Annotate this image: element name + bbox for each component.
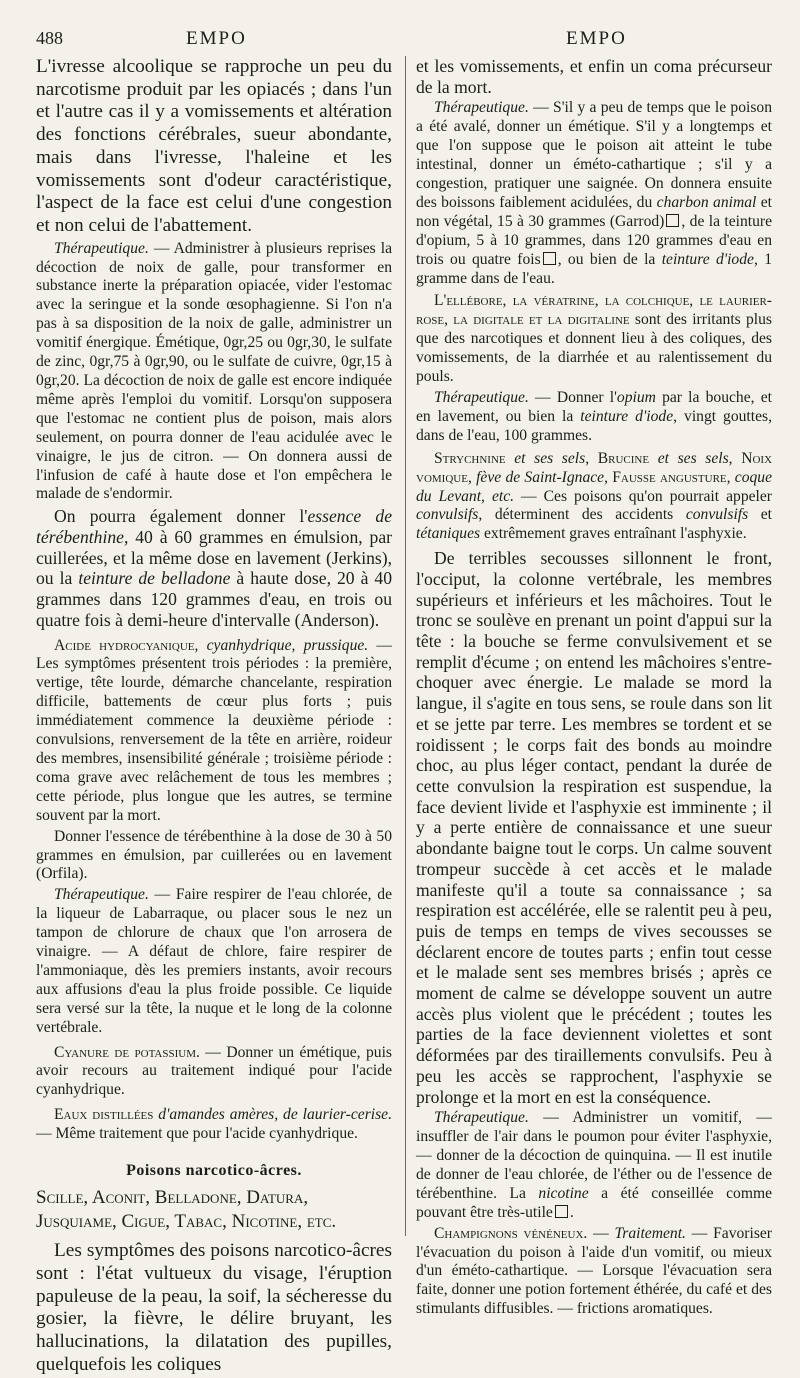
paragraph-eaux-distillees: Eaux distillées d'amandes amères, de laurier-cerise. — Même traitement que pour l'acide cyanhydrique. xyxy=(36,1106,393,1143)
paragraph-orfila: Donner l'essence de térébenthine à la dose de 30 à 50 grammes en émulsion, par cuillerées ou en lavement (Orfila). xyxy=(36,827,392,883)
therapeutique-label: Thérapeutique. xyxy=(434,1109,529,1127)
entry-heading-ellebore: L'ellébore, la vératrine, la colchique, le laurier-rose, la digitale et la digitaline xyxy=(416,292,772,329)
entry-heading-cyanure: Cyanure de potassium. xyxy=(54,1043,200,1061)
therapeutique-label: Thérapeutique. xyxy=(434,389,529,406)
entry-heading-eaux: Eaux distillées xyxy=(54,1106,154,1124)
therapeutique-label: Thérapeutique. xyxy=(434,99,529,117)
paragraph-terebenthine: On pourra également donner l'essence de térébenthine, 40 à 60 grammes en émulsion, par cuillerées, et la même dose en lavement (Jerkins), ou la teinture de belladone à haute dose, 20 à 40 grammes dans 120 grammes d'eau, en trois ou quatre fois à demi-heure d'intervalle (Anderson). xyxy=(36,506,393,630)
paragraph-therapeutique-chlore: Thérapeutique. — Faire respirer de l'eau chlorée, de la liqueur de Labarraque, ou placer sous le nez un tampon de chlorure de chaux que l'on arrosera de vinaigre. — A défaut de chlore, faire respirer de l'ammoniaque, dès les premiers instants, avoir recours aux affusions d'eau la plus froide possible. Ce liquide sera versé sur la tête, la nuque et le long de la colonne vertébrale. xyxy=(36,886,392,1036)
entry-heading-champignons: Champignons vénéneux. xyxy=(434,1224,588,1242)
paragraph-symptomes-narcotico: Les symptômes des poisons narcotico-âcres sont : l'état vultueux du visage, l'éruption papuleuse de la peau, la soif, la sécheresse du gosier, la fièvre, le délire bruyant, les hallucinations, la dilatation des pupilles, quelquefois les coliques xyxy=(36,1240,392,1375)
paragraph-secousses: De terribles secousses sillonnent le front, l'occiput, la colonne vertébrale, les membres supérieurs et inférieurs et les mâchoires. Tout le tronc se soulève en prenant un point d'appui sur la tête : la bouche se ferme convulsivement et se remplit d'écume ; on entend les mâchoires s'entre-choquer avec énergie. Le malade se mord la langue, il s'agite en tous sens, se roule dans son lit et se jette par terre. Les membres se tordent et se roidissent ; le corps fait des bonds au moindre choc, au plus léger contact, pendant la durée de cette convulsion la respiration est suspendue, la face devient livide et l'asphyxie est imminente ; il y a perte entière de connaissance et une sueur abondante baigne tout le corps. Un calme souvent trompeur succède à cet accès et le malade manifeste qu'il a toute sa connaissance ; sa respiration est accélérée, elle se ralentit peu à peu, puis de temps en temps de vives secousses se déclarent encore de toutes parts ; enfin tout cesse et le malade sent ses membres brisés ; après ce moment de calme se développe souvent un autre accès plus violent que le précédent ; toutes les parties de la face deviennent violettes et sont déformées par des tiraillements convulsifs. Peu à peu les accès se rapprochent, l'asphyxie se prolonge et la mort en est la conséquence. xyxy=(416,548,772,1107)
poison-names-list: Scille, Aconit, Belladone, Datura, Jusquiame, Cigue, Tabac, Nicotine, etc. xyxy=(36,1187,337,1233)
paragraph-therapeutique-emetique: Thérapeutique. — S'il y a peu de temps que le poison a été avalé, donner un émétique. S'il y a longtemps et que l'on suppose que le poison ait atteint le tube intestinal, donner un éméto-cathartique ; s'il y a congestion, pratiquer une saignée. On donnera ensuite des boissons faiblement acidulées, du charbon animal et non végétal, 15 à 30 grammes (Garrod) , de la teinture d'opium, 5 à 10 grammes, dans 120 grammes d'eau en trois ou quatre fois , ou bien de la teinture d'iode, 1 gramme dans de l'eau. xyxy=(416,99,772,287)
page-number: 488 xyxy=(36,28,63,48)
paragraph-strychnine: Strychnine et ses sels, Brucine et ses sels, Noix vomique, fève de Saint-Ignace, Fausse angusture, coque du Levant, etc. — Ces poisons qu'on pourrait appeler convulsifs, déterminent des accidents convulsifs et tétaniques extrêmement graves entraînant l'asphyxie. xyxy=(416,449,773,543)
page-header xyxy=(36,28,778,54)
square-symbol-icon xyxy=(543,252,556,265)
therapeutique-label: Thérapeutique. xyxy=(54,239,149,257)
paragraph-therapeutique-iode: Thérapeutique. — Donner l'opium par la bouche, et en lavement, ou bien la teinture d'iode, vingt gouttes, dans de l'eau, 100 grammes. xyxy=(416,389,772,444)
left-column xyxy=(36,56,392,1378)
paragraph-cyanure: Cyanure de potassium. — Donner un émétique, puis avoir recours au traitement indiqué pour l'acide cyanhydrique. xyxy=(36,1043,392,1099)
paragraph-ivresse: L'ivresse alcoolique se rapproche un peu du narcotisme produit par les opiacés ; dans l'un et l'autre cas il y a vomissements et altération des fonctions cérébrales, sueur abondante, mais dans l'ivresse, l'haleine et les vomissements sont d'odeur caractéristique, l'aspect de la face est celui d'une congestion et non celui de l'abattement. xyxy=(36,56,392,236)
paragraph-acide-hydrocyanique: Acide hydrocyanique, cyanhydrique, prussique. — Les symptômes présentent trois périodes : la première, vertige, tête lourde, démarche chancelante, respiration difficile, battements de cœur plus forts ; puis immédiatement commence la deuxième période : convulsions, renversement de la tête en arrière, roideur des membres, insensibilité générale ; troisième période : coma grave avec relâchement de tous les membres ; cette période, plus longue que les autres, se termine souvent par la mort. xyxy=(36,636,393,824)
entry-heading-acide: Acide hydrocyanique xyxy=(54,636,195,654)
paragraph-ellebore: L'ellébore, la vératrine, la colchique, le laurier-rose, la digitale et la digitaline sont des irritants plus que des narcotiques et donnent lieu à des coliques, des vomissements, de la diarrhée et au ralentissement du pouls. xyxy=(416,292,772,386)
paragraph-therapeutique-vomitif: Thérapeutique. — Administrer un vomitif, — insuffler de l'air dans le poumon pour éviter l'asphyxie, — donner de la décoction de quinquina. — Il est inutile de donner de l'eau chlorée, de l'éther ou de l'essence de térébenthine. La nicotine a été conseillée comme pouvant être très-utile . xyxy=(416,1109,772,1221)
running-head-left: EMPO xyxy=(186,28,247,49)
paragraph-therapeutique-opium: Thérapeutique. — Administrer à plusieurs reprises la décoction de noix de galle, pour transformer en substance inerte la préparation opiacée, vider l'estomac avec la seringue et la sonde œsophagienne. Si l'on n'a pas à sa disposition de la noix de galle, administrer un vomitif énergique. Émétique, 0gr,25 ou 0gr,30, le sulfate de zinc, 0gr,75 à 0gr,90, ou le sulfate de cuivre, 0gr,15 à 0gr,20. La décoction de noix de galle est encore indiquée même après l'emploi du vomitif. Lorsqu'on supposera que l'estomac ne contient plus de poison, mais alors seulement, on pourra donner de l'eau acidulée avec le vinaigre, le jus de citron. — On donnera aussi de l'infusion de café à haute dose et l'on empêchera le malade de s'endormir. xyxy=(36,239,392,503)
right-column xyxy=(416,56,772,1321)
therapeutique-label: Thérapeutique. xyxy=(54,886,149,904)
paragraph-champignons: Champignons vénéneux. — Traitement. — Favoriser l'évacuation du poison à l'aide d'un vomitif, ou mieux d'un éméto-cathartique. — Lorsque l'évacuation sera faite, donner une potion fortement éthérée, du café et des stimulants diffusibles. — frictions aromatiques. xyxy=(416,1224,773,1318)
square-symbol-icon xyxy=(555,1205,568,1218)
column-divider xyxy=(405,56,406,1236)
running-head-right: EMPO xyxy=(566,28,627,49)
square-symbol-icon xyxy=(666,214,679,227)
paragraph-coma: et les vomissements, et enfin un coma précurseur de la mort. xyxy=(416,56,772,97)
section-title: Poisons narcotico-âcres. xyxy=(126,1162,302,1180)
